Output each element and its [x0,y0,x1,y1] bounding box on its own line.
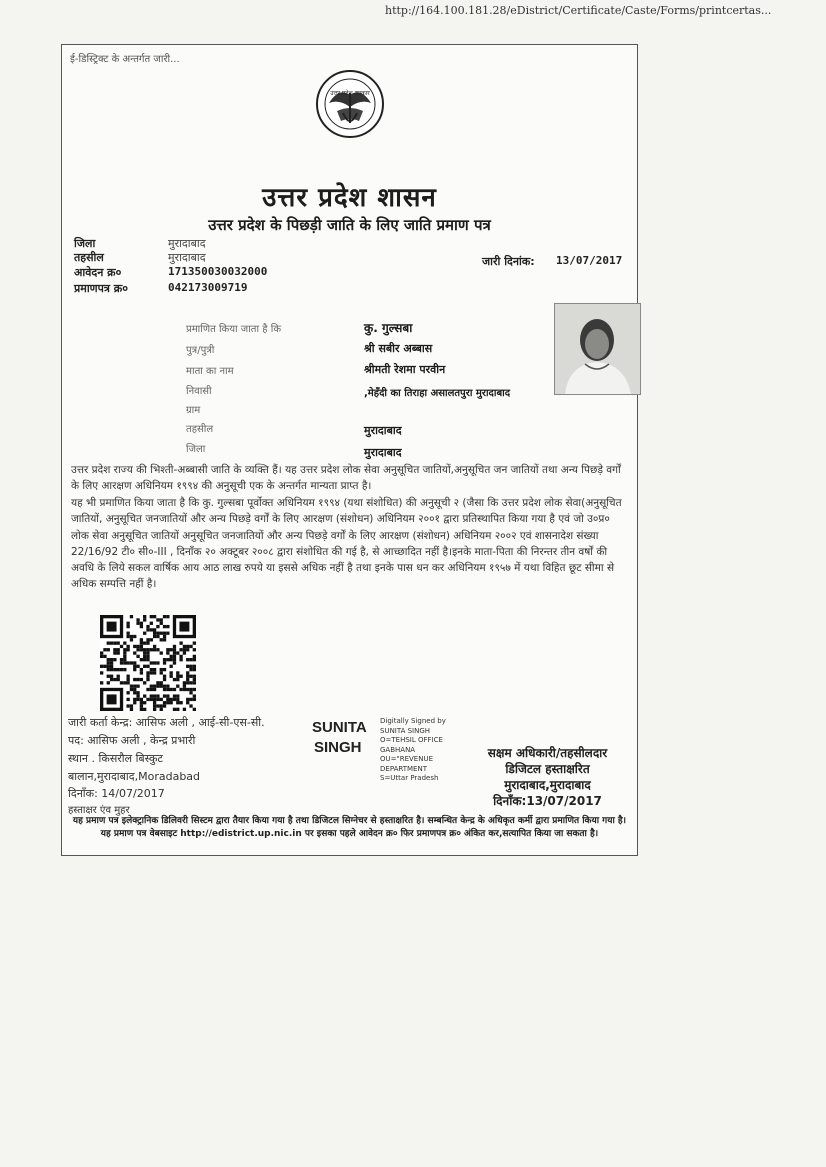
page-url: http://164.100.181.28/eDistrict/Certificate/Caste/Forms/printcertas... [385,4,772,17]
person-tehsil: मुरादाबाद [364,424,402,437]
parent-label: पुत्र/पुत्री [186,345,215,356]
verification-footer: यह प्रमाण पत्र इलेक्ट्रानिक डिलिवरी सिस्टम द्वारा तैयार किया गया है तथा डिजिटल सिग्नेचर से हस्ताक्षरित है। सम्बन्धित केन्द्र के अधिकृत कर्मी द्वारा प्रमाणित किया गया है। यह प्रमाण पत्र वेबसाइट http://edistrict.up.nic.in पर इसका पहले आवेदन क्र० फिर प्रमाणपत्र क्र० अंकित कर,सत्यापित किया जा सकता है। [72,816,627,839]
village-label: ग्राम [186,405,201,416]
application-number: 171350030032000 [168,265,268,278]
issue-date: 13/07/2017 [556,254,623,267]
signer-first-name: SUNITA [312,719,367,736]
issuer-address: बालान,मुरादाबाद,Moradabad [68,770,201,783]
header-note: ई-डिस्ट्रिक्ट के अन्तर्गत जारी... [70,54,180,65]
issue-date-label: जारी दिनांक: [482,255,535,268]
applicant-photo [554,303,641,395]
caste-certificate [61,44,638,856]
tehsil-label: तहसील [74,251,104,264]
certificate-number: 042173009719 [168,281,248,294]
digital-signature-info: Digitally Signed by SUNITA SINGH O=TEHSIL OFFICE GABHANA OU="REVENUE DEPARTMENT S=Uttar Pradesh [380,717,446,782]
issuer-post: पद: आसिफ अली , केन्द्र प्रभारी [68,734,196,747]
emblem-text: उत्तर प्रदेश सरकार [330,90,370,97]
certificate-number-label: प्रमाणपत्र क्र० [74,282,128,295]
person-tehsil-label: तहसील [186,424,214,435]
qr-code [100,615,196,711]
district-label: जिला [74,237,96,250]
issuer-date: दिनाँक: 14/07/2017 [68,787,165,800]
certificate-subtitle: उत्तर प्रदेश के पिछड़ी जाति के लिए जाति प्रमाण पत्र [208,216,491,234]
certify-label: प्रमाणित किया जाता है कि [186,324,282,335]
issuing-center: जारी कर्ता केन्द्र: आसिफ अली , आई-सी-एस-सी. [68,716,265,729]
mother-name: श्रीमती रेशमा परवीन [364,363,446,376]
district-value: मुरादाबाद [168,237,206,250]
signature-seal-label: हस्ताक्षर एंव मुहर [68,805,130,816]
tehsil-value: मुरादाबाद [168,251,206,264]
person-name: कु. गुल्सबा [364,321,413,335]
application-number-label: आवेदन क्र० [74,266,122,279]
mother-label: माता का नाम [186,366,234,377]
address: ,मेहँदी का तिराहा असालतपुरा मुरादाबाद [364,388,511,399]
certificate-title: उत्तर प्रदेश शासन [262,183,437,213]
up-government-emblem-icon [315,69,385,139]
person-district: मुरादाबाद [364,446,402,459]
resident-label: निवासी [186,386,212,397]
competent-authority: सक्षम अधिकारी/तहसीलदार डिजिटल हस्ताक्षरित मुरादाबाद,मुरादाबाद दिनाँक:13/07/2017 [487,746,608,808]
issue-place: स्थान . किसरौल बिस्कुट [68,752,163,765]
creamy-layer-statement: यह भी प्रमाणित किया जाता है कि कु. गुल्सबा पूर्वोक्त अधिनियम १९९४ (यथा संशोधित) की अनुसूची २ (जैसा कि उत्तर प्रदेश लोक सेवा(अनुसूचित जातियों, अनुसूचित जनजातियों और अन्य पिछड़े वर्गों के लिए आरक्षण (संशोधन) अधिनियम २००१ द्वारा प्रतिस्थापित किया गया है एवं जो उ०प्र० लोक सेवा अनुसूचित जातियों अनुसूचित जनजातियों और अन्य पिछड़े वर्गों के लिए आरक्षण (संशोधन) अधिनियम २००२ एवं शासनादेश संख्या 22/16/92 टी० सी०-III , दिनाँक २० अक्टूबर २००८ द्वारा संशोधित की गई है, से आच्छादित नहीं है।इनके माता-पिता की निरन्तर तीन वर्षों की अवधि के लिये सकल वार्षिक आय आठ लाख रुपये या इससे अधिक नहीं है तथा इनके पास धन कर अधिनियम १९५७ में यथा विहित छूट सीमा से अधिक सम्पत्ति नहीं है। [71,497,622,591]
father-name: श्री सबीर अब्बास [364,342,433,355]
signer-last-name: SINGH [314,739,362,756]
caste-statement: उत्तर प्रदेश राज्य की भिश्ती-अब्बासी जाति के व्यक्ति हैं। यह उत्तर प्रदेश लोक सेवा अनुसूचित जातियों,अनुसूचित जन जातियों तथा अन्य पिछड़े वर्गों के लिए आरक्षण अधिनियम १९९४ की अनुसूची एक के अन्तर्गत मान्यता प्राप्त है। [71,464,621,493]
person-district-label: जिला [186,444,206,455]
